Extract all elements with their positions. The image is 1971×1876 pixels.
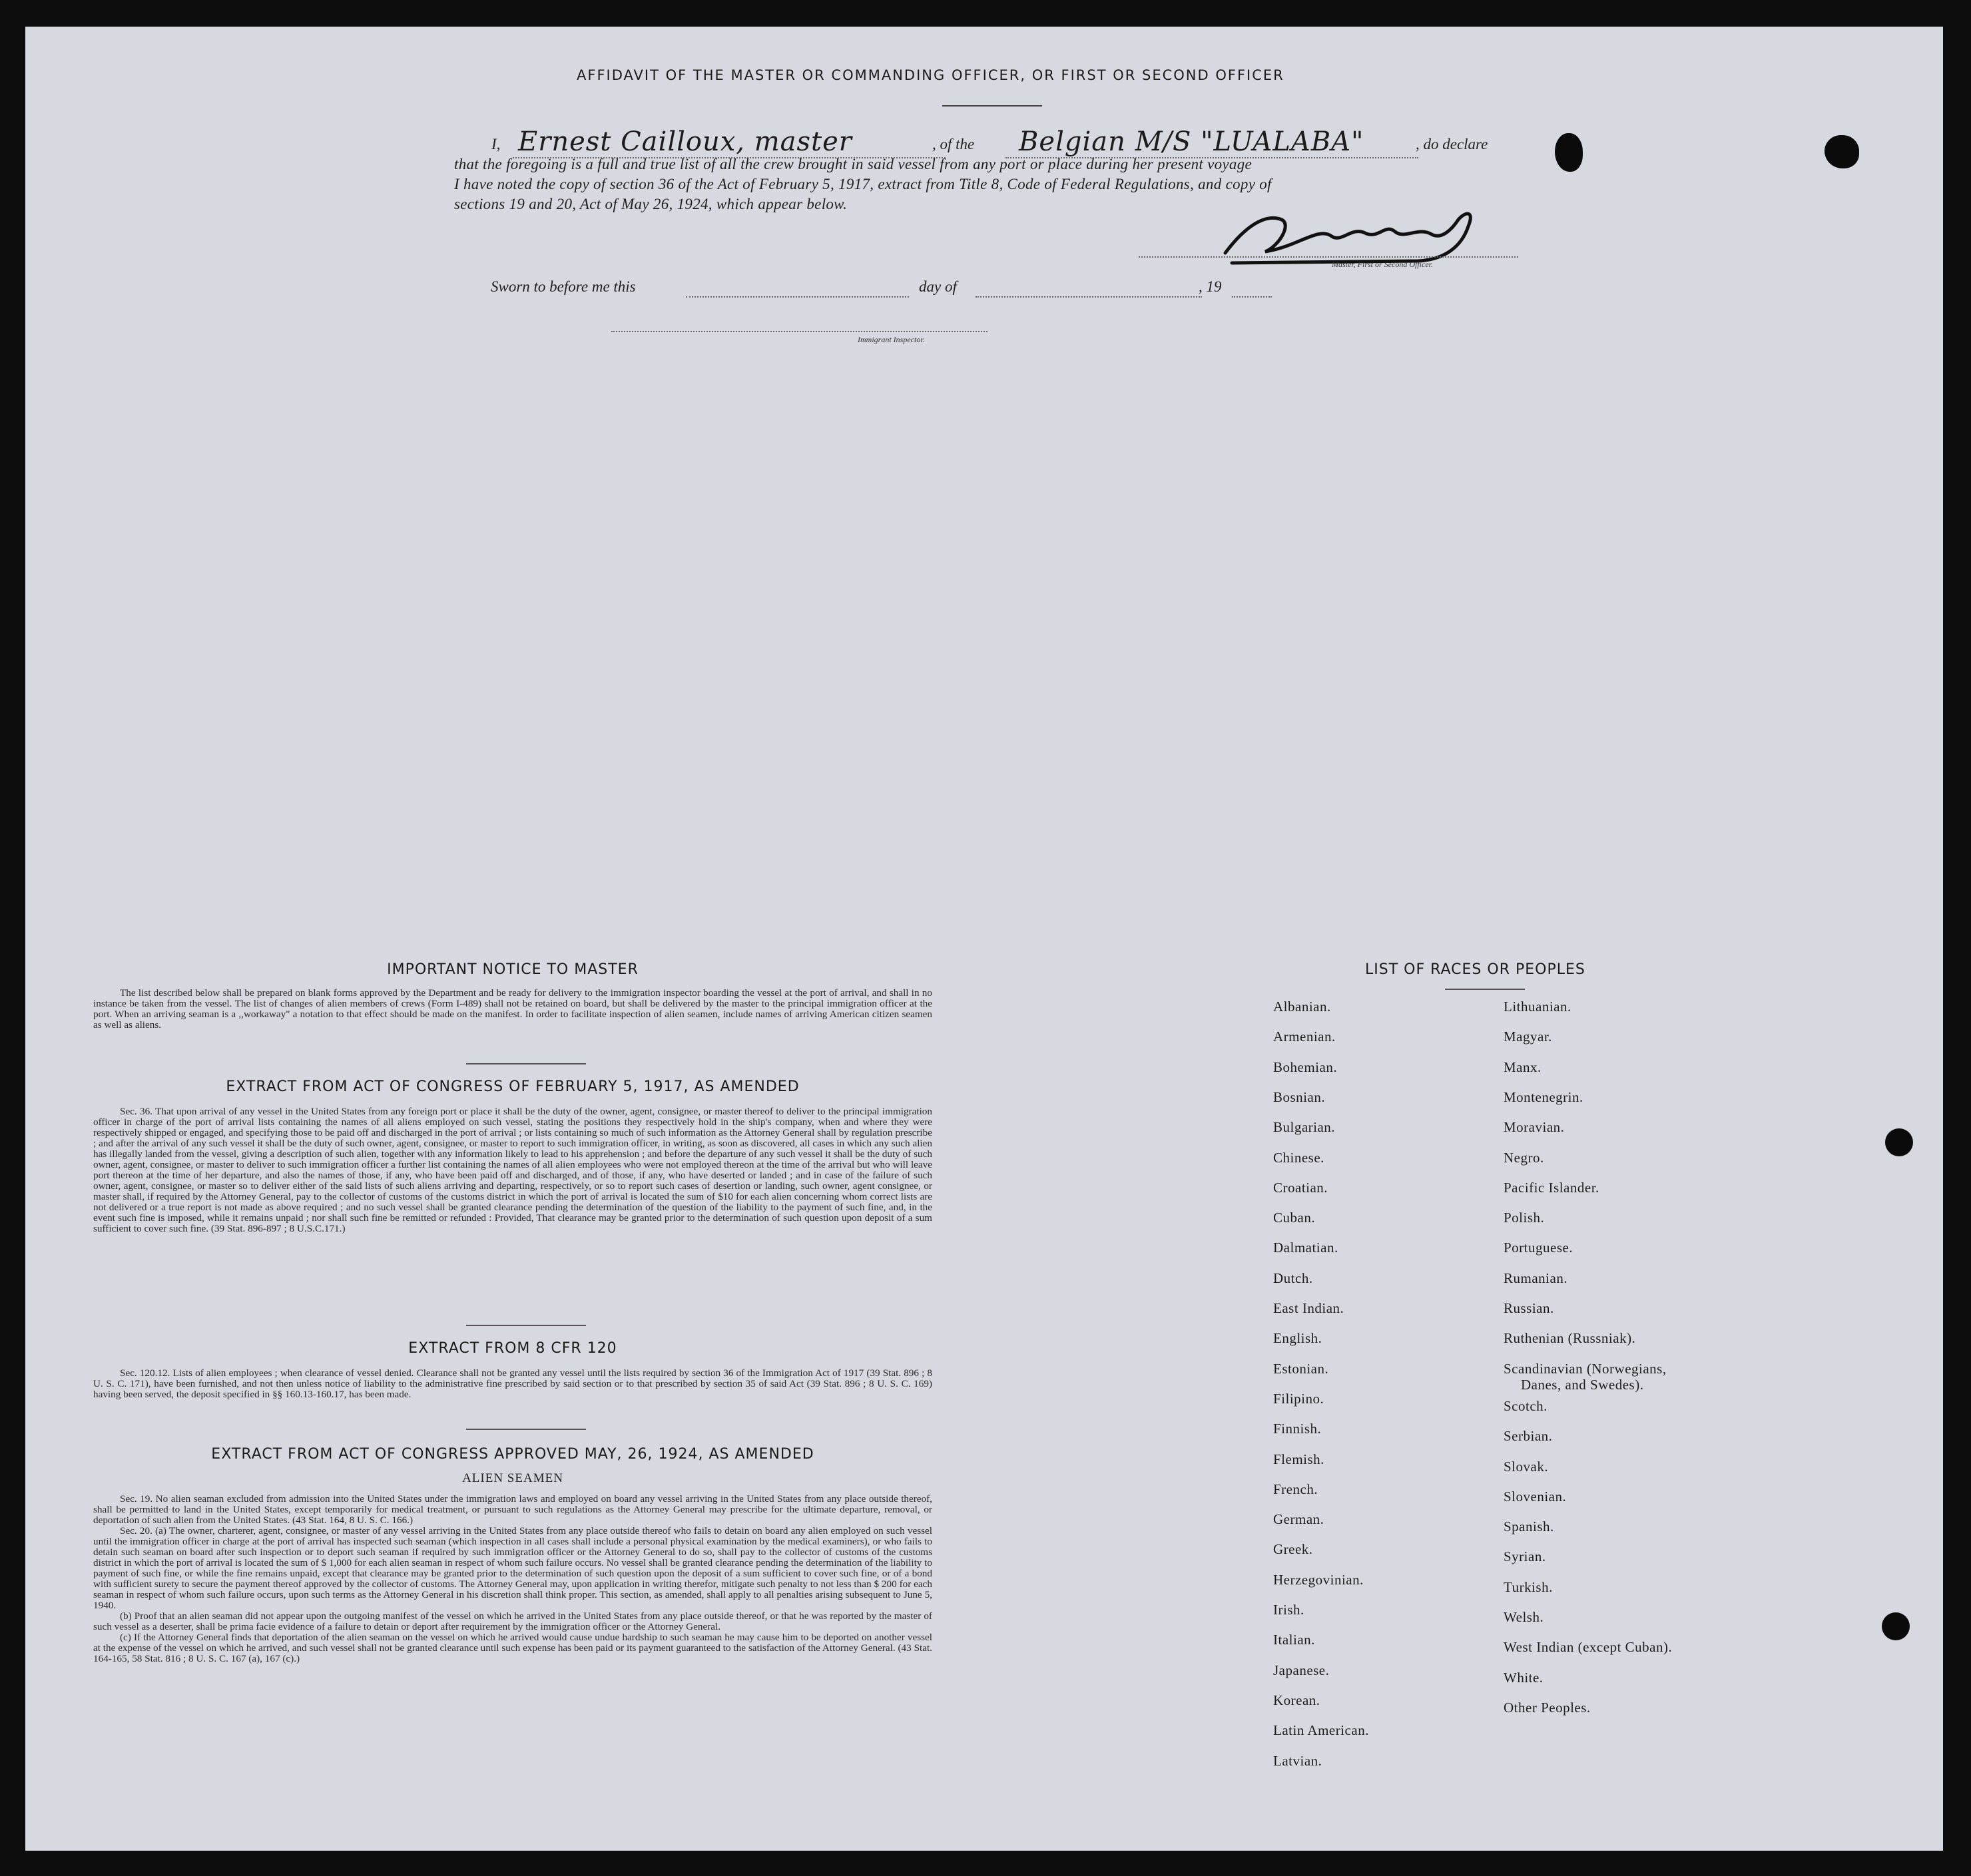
sec20a-paragraph: Sec. 20. (a) The owner, charterer, agent, consignee, or master of any vessel arriving in the United States from any place outside thereof who fails to detain on board any alien employed on such vessel until the immigration officer in charge at the port of arrival has inspected such seaman (which inspection in all cases shall include a personal physical examination by the medical examiners), or who fails to detain such seaman on board after such inspection or to deport such seaman if required by such immigration officer or the Attorney General to do so, shall pay to the collector of customs of the customs district in which the port of arrival is located the sum of $ 1,000 for each alien seaman in respect of whom such failure occurs. No vessel shall be granted clearance pending the determination of the liability to payment of such fine, or while the fine remains unpaid, except that clearance may be granted prior to the determination of such question upon the deposit of a sum sufficient to cover such fine, or of a bond with sufficient surety to secure the payment thereof approved by the collector of customs. The Attorney General may, upon application in writing therefor, mitigate such penalty to not less than $ 200 for each seaman in respect of whom such failure occurs, upon such terms as the Attorney General in his discretion shall think proper. This section, as amended, shall apply to all penalties arising subsequent to June 5, 1940. bbox=[93, 1525, 932, 1611]
race-item: Croatian. bbox=[1273, 1179, 1328, 1196]
extract2-title: EXTRACT FROM 8 CFR 120 bbox=[408, 1340, 617, 1357]
race-item: West Indian (except Cuban). bbox=[1504, 1639, 1673, 1656]
title-underline bbox=[942, 105, 1042, 107]
year-label: , 19 bbox=[1199, 278, 1222, 295]
race-item: Bosnian. bbox=[1273, 1088, 1326, 1105]
affidavit-title: AFFIDAVIT OF THE MASTER OR COMMANDING OFFICER, OR FIRST OR SECOND OFFICER bbox=[577, 67, 1284, 83]
race-item: Moravian. bbox=[1504, 1119, 1565, 1136]
ink-blot bbox=[1825, 135, 1859, 168]
master-name-handwritten: Ernest Cailloux, master bbox=[518, 126, 852, 157]
race-item: Slovenian. bbox=[1504, 1488, 1567, 1505]
ink-blot bbox=[1555, 133, 1583, 172]
inspector-caption: Immigrant Inspector. bbox=[858, 335, 925, 344]
notice-text bbox=[93, 988, 932, 1031]
race-item: Polish. bbox=[1504, 1210, 1545, 1226]
declaration-line-3: I have noted the copy of section 36 of the Act of February 5, 1917, extract from Title 8, Code of Federal Regulations, and copy of bbox=[454, 176, 1272, 192]
extract2-paragraph: Sec. 120.12. Lists of alien employees ; when clearance of vessel denied. Clearance shall not be granted any vessel until the lists required by section 36 of the Immigration Act of 1917 (39 Stat. 896 ; 8 U. S. C. 171), have been furnished, and not then unless notice of liability to the administrative fine prescribed by said section or to that prescribed by section 35 of said Act (39 Stat. 896 ; 8 U. S. C. 169) having been served, the deposit specified in §§ 160.13-160.17, has been made. bbox=[93, 1367, 932, 1400]
extract3-text bbox=[93, 1494, 932, 1664]
year-line bbox=[1232, 296, 1272, 298]
race-item: Albanian. bbox=[1273, 999, 1331, 1015]
declaration-line-4: sections 19 and 20, Act of May 26, 1924, which appear below. bbox=[454, 196, 848, 212]
race-item: Welsh. bbox=[1504, 1609, 1544, 1625]
extract2-text bbox=[93, 1368, 932, 1400]
vessel-name-handwritten: Belgian M/S "LUALABA" bbox=[1019, 126, 1364, 157]
notice-paragraph: The list described below shall be prepared on blank forms approved by the Department and be ready for delivery to the immigration inspector boarding the vessel at the port of arrival, and shall in no instance be taken from the vessel. The list of changes of alien members of crews (Form I-489) shall not be retained on board, but shall be delivered by the master to the principal immigration officer at the port. When an arriving seaman is a ,,workaway" a notation to that effect should be made on the manifest. In order to facilitate inspection of alien seamen, include names of arriving American citizen seamen as well as aliens. bbox=[93, 987, 932, 1031]
signature-caption: Master, First or Second Officer. bbox=[1332, 260, 1433, 269]
race-item: Latin American. bbox=[1273, 1722, 1369, 1739]
punch-hole bbox=[1885, 1128, 1913, 1156]
sworn-day-line bbox=[686, 296, 909, 298]
extract3-title: EXTRACT FROM ACT OF CONGRESS APPROVED MAY, 26, 1924, AS AMENDED bbox=[211, 1446, 814, 1463]
race-item: Estonian. bbox=[1273, 1360, 1329, 1377]
race-item: Korean. bbox=[1273, 1692, 1320, 1708]
do-declare-label: , do declare bbox=[1416, 136, 1488, 152]
race-item: Chinese. bbox=[1273, 1149, 1324, 1166]
race-item: Negro. bbox=[1504, 1149, 1544, 1166]
race-item: Scandinavian (Norwegians, bbox=[1504, 1360, 1667, 1377]
race-item: Magyar. bbox=[1504, 1029, 1552, 1045]
race-item: Slovak. bbox=[1504, 1458, 1549, 1475]
race-item: Irish. bbox=[1273, 1602, 1304, 1618]
race-item: German. bbox=[1273, 1511, 1324, 1528]
signature-line bbox=[1139, 256, 1518, 258]
race-item: East Indian. bbox=[1273, 1300, 1344, 1316]
race-item: Manx. bbox=[1504, 1058, 1542, 1075]
race-item: Lithuanian. bbox=[1504, 999, 1571, 1015]
sworn-month-line bbox=[976, 296, 1202, 298]
divider-2 bbox=[466, 1325, 586, 1326]
race-item: Herzegovinian. bbox=[1273, 1571, 1364, 1588]
punch-hole bbox=[1882, 1612, 1910, 1640]
race-item: Latvian. bbox=[1273, 1752, 1322, 1769]
race-item: Turkish. bbox=[1504, 1578, 1553, 1595]
race-item: Japanese. bbox=[1273, 1662, 1330, 1678]
of-the-label: , of the bbox=[932, 136, 975, 152]
race-item: Bulgarian. bbox=[1273, 1119, 1336, 1136]
race-item: Other Peoples. bbox=[1504, 1699, 1591, 1716]
extract1-text bbox=[93, 1106, 932, 1234]
race-item: French. bbox=[1273, 1481, 1318, 1497]
sec19-paragraph: Sec. 19. No alien seaman excluded from admission into the United States under the immigration laws and employed on board any vessel arriving in the United States from any place outside thereof, shall be permitted to land in the United States, except temporarily for medical treatment, or pursuant to such regulations as the Attorney General may prescribe for the ultimate departure, removal, or deportation of such alien from the United States. (43 Stat. 164, 8 U. S. C. 166.) bbox=[93, 1493, 932, 1526]
race-item: Russian. bbox=[1504, 1300, 1554, 1316]
sec20b-paragraph: (b) Proof that an alien seaman did not appear upon the outgoing manifest of the vessel on which he arrived in the United States from any place outside thereof, or that he was reported by the master of such vessel as a deserter, shall be prima facie evidence of a failure to detain or deport after requirement by the immigration officer or the Attorney General. bbox=[93, 1610, 932, 1632]
race-item: Cuban. bbox=[1273, 1210, 1316, 1226]
declaration-line-2: that the foregoing is a full and true list of all the crew brought in said vessel from any port or place during her present voyage bbox=[454, 156, 1253, 172]
race-item: Danes, and Swedes). bbox=[1521, 1376, 1644, 1393]
sec20c-paragraph: (c) If the Attorney General finds that deportation of the alien seaman on the vessel on which he arrived would cause undue hardship to such seaman he may cause him to be deported on another vessel at the expense of the vessel on which he arrived, and such vessel shall not be granted clearance until such expense has been paid or its payment guaranteed to the satisfaction of the Attorney General. (43 Stat. 164-165, 58 Stat. 816 ; 8 U. S. C. 167 (a), 167 (c).) bbox=[93, 1632, 932, 1664]
race-item: Greek. bbox=[1273, 1541, 1313, 1558]
race-item: Flemish. bbox=[1273, 1451, 1324, 1467]
race-item: English. bbox=[1273, 1330, 1322, 1347]
sworn-label: Sworn to before me this bbox=[491, 278, 636, 295]
race-item: Armenian. bbox=[1273, 1029, 1336, 1045]
race-item: Ruthenian (Russniak). bbox=[1504, 1330, 1636, 1347]
alien-seamen-subtitle: ALIEN SEAMEN bbox=[462, 1471, 563, 1485]
race-item: Spanish. bbox=[1504, 1519, 1554, 1535]
races-title: LIST OF RACES OR PEOPLES bbox=[1365, 961, 1585, 978]
extract1-paragraph: Sec. 36. That upon arrival of any vessel in the United States from any foreign port or place it shall be the duty of the owner, agent, consignee, or master thereof to deliver to the principal immigration officer in charge of the port of arrival lists containing the names of all aliens employed on such vessel, stating the positions they respectively hold in the ship's company, when and where they were respectively shipped or engaged, and specifying those to be paid off and discharged in the port of arrival ; or lists containing so much of such information as the Attorney General shall by regulation prescribe ; and after the arrival of any such vessel it shall be the duty of such owner, agent, consignee, or master to report to such immigration officer, in writing, as soon as discovered, all cases in which any such alien has illegally landed from the vessel, giving a description of such alien, together with any information likely to lead to his apprehension ; and before the departure of any such vessel it shall be the duty of such owner, agent, consignee, or master to deliver to such immigration officer a further list containing the names of all alien employees who were not employed thereon at the time of the arrival but who will leave port thereon at the time of her departure, and also the names of those, if any, who have been paid off and discharged, and of those, if any, who have deserted or landed ; and in case of the failure of such owner, agent, consignee, or master so to deliver either of the said lists of such aliens arriving and departing, respectively, or so to report such cases of desertion or landing, such owner, agent consignee, or master shall, if required by the Attorney General, pay to the collector of customs of the customs district in which the port of arrival is located the sum of $10 for each alien concerning whom correct lists are not delivered or a true report is not made as above required ; and no such vessel shall be granted clearance pending the determination of the question of the liability to the payment of such fine, and, in the event such fine is imposed, while it remains unpaid ; nor shall such fine be remitted or refunded : Provided, That clearance may be granted prior to the determination of such question upon deposit of a sum sufficient to cover such fine. (39 Stat. 896-897 ; 8 U.S.C.171.) bbox=[93, 1106, 932, 1234]
race-item: Scotch. bbox=[1504, 1397, 1548, 1414]
race-item: Pacific Islander. bbox=[1504, 1179, 1599, 1196]
race-item: Italian. bbox=[1273, 1632, 1315, 1648]
race-item: Dutch. bbox=[1273, 1270, 1313, 1286]
races-title-underline bbox=[1445, 989, 1525, 990]
race-item: Syrian. bbox=[1504, 1548, 1546, 1565]
race-item: White. bbox=[1504, 1669, 1544, 1686]
day-of-label: day of bbox=[919, 278, 957, 295]
race-item: Portuguese. bbox=[1504, 1240, 1573, 1256]
race-item: Bohemian. bbox=[1273, 1058, 1338, 1075]
extract1-title: EXTRACT FROM ACT OF CONGRESS OF FEBRUARY 5, 1917, AS AMENDED bbox=[226, 1078, 800, 1095]
divider-3 bbox=[466, 1429, 586, 1430]
race-item: Finnish. bbox=[1273, 1421, 1322, 1437]
inspector-line bbox=[611, 331, 987, 332]
i-label: I, bbox=[491, 136, 501, 152]
race-item: Montenegrin. bbox=[1504, 1088, 1583, 1105]
race-item: Filipino. bbox=[1273, 1390, 1324, 1407]
notice-title: IMPORTANT NOTICE TO MASTER bbox=[387, 961, 639, 978]
race-item: Serbian. bbox=[1504, 1428, 1553, 1445]
race-item: Dalmatian. bbox=[1273, 1240, 1338, 1256]
race-item: Rumanian. bbox=[1504, 1270, 1568, 1286]
divider-1 bbox=[466, 1063, 586, 1064]
